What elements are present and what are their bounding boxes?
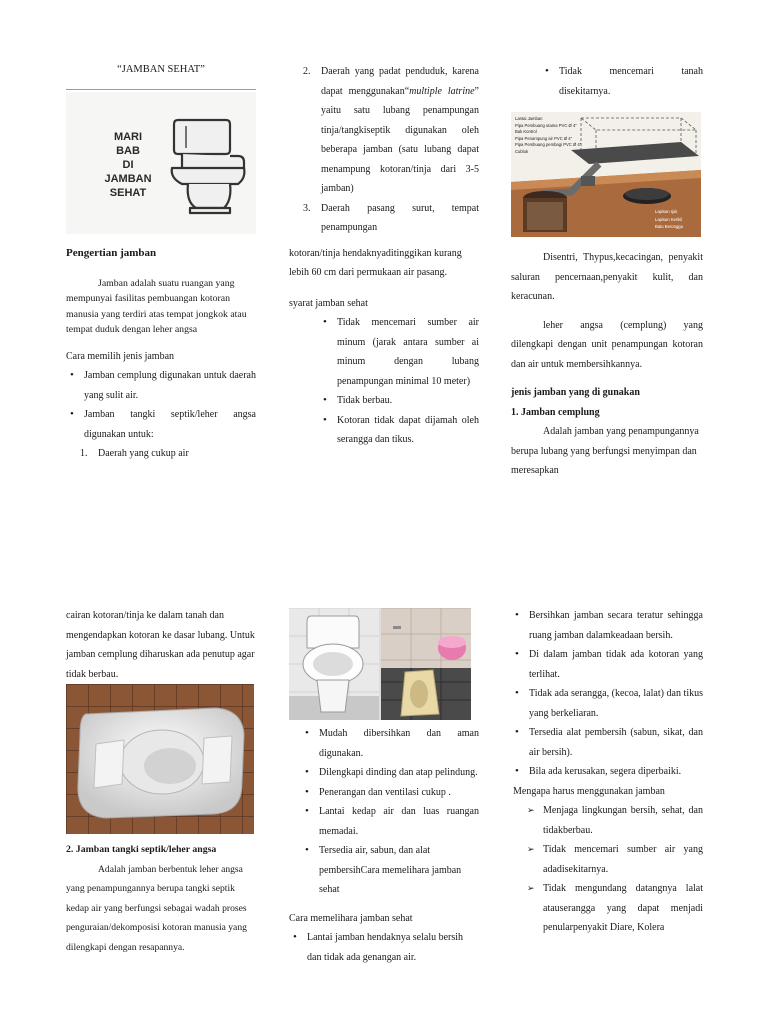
area-list <box>66 444 256 464</box>
title-divider <box>66 89 256 90</box>
list-item: • Tidak mencemari tanah disekitarnya. <box>541 62 703 101</box>
col2-body <box>289 62 479 450</box>
list-item: 3. Daerah pasang surut, tempat penampungan <box>303 202 479 233</box>
area-list-continued <box>289 62 479 238</box>
list-item: ➢ Tidak mencemari sumber air yang adadisekitarnya. <box>525 840 703 879</box>
maintenance-title: Cara memelihara jamban sehat <box>289 912 413 924</box>
list-item: • Lantai kedap air dan luas ruangan memadai. <box>301 802 479 841</box>
diagram-labels-right: Lapisan Ijuk Lapisan Kerikil Batu Berongga <box>655 209 683 229</box>
toilet-icon <box>168 116 248 216</box>
types-title: jenis jamban yang di gunakan <box>511 387 640 398</box>
list-item: • Tidak mencemari sumber air minum (jarak antara sumber ai minum dengan lubang penampungan minimal 10 meter) <box>319 313 479 391</box>
list-item: • Penerangan dan ventilasi cukup . <box>301 783 479 803</box>
list-item: • Bersihkan jamban secara teratur sehingga ruang jamban dalamkeadaan bersih. <box>511 606 703 645</box>
type1-title: 1. Jamban cemplung <box>511 406 600 418</box>
list-item: 1. Daerah yang cukup air <box>80 448 189 459</box>
toilet-photos <box>289 608 471 720</box>
list-item: ➢ Tidak mengundang datangnya lalat atauserangga yang dapat menjadi penularpenyakit Diare, Kolera <box>525 879 703 938</box>
features-list <box>289 724 479 900</box>
list-item: • Bila ada kerusakan, segera diperbaiki. <box>511 762 703 782</box>
col4-top <box>66 606 256 684</box>
requirements-title: syarat jamban sehat <box>289 297 368 309</box>
list-item: • Mudah dibersihkan dan aman digunakan. <box>301 724 479 763</box>
maintenance-list <box>289 928 479 967</box>
poster-text: MARI BAB DI JAMBAN SEHAT <box>104 131 152 199</box>
top-list <box>511 62 703 101</box>
why-list <box>511 801 703 938</box>
list-item: • Dilengkapi dinding dan atap pelindung. <box>301 763 479 783</box>
col1-body <box>66 244 256 464</box>
diagram-labels-left: Lantai Jamban Pipa Pembuang utama PVC Ø 4" Bak Kontrol Pipa Penampung air PVC Ø 4" Pipa Pembuang pembagi PVC Ø 4" Cubluk <box>515 116 582 154</box>
list-item: • Tidak berbau. <box>319 391 479 411</box>
list-item: • Tidak ada serangga, (kecoa, lalat) dan tikus yang berkeliaran. <box>511 684 703 723</box>
definition-text: Jamban adalah suatu ruangan yang mempunyai fasilitas pembuangan kotoran manusia yang terdiri atas tempat jongkok atau tempat duduk dengan leher angsa <box>66 277 247 335</box>
col6-body <box>511 606 703 938</box>
leher-angsa-text: leher angsa (cemplung) yang dilengkapi dengan unit penampungan kotoran dan air untuk membersihkannya. <box>511 319 703 370</box>
maintenance-list-continued <box>511 606 703 782</box>
type1-text: Adalah jamban yang penampungannya berupa lubang yang berfungsi menyimpan dan meresapkan <box>511 426 699 476</box>
squat-toilet-photo <box>66 684 254 834</box>
list-item: • Tersedia alat pembersih (sabun, sikat, dan air bersih). <box>511 723 703 762</box>
cemplung-continuation: cairan kotoran/tinja ke dalam tanah dan mengendapkan kotoran ke dasar lubang. Untuk jamban cemplung diharuskan ada penutup agar tidak berbau. <box>66 610 255 680</box>
col3-top <box>511 62 703 101</box>
choose-list <box>66 366 256 444</box>
list-item: 2. Daerah yang padat penduduk, karena dapat menggunakan“multiple latrine” yaitu satu lubang penampungan tinja/tangkiseptik digunakan oleh beberapa jamban (satu lubang dapat menampung kotoran/tinja dari 3-5 jamban) <box>303 66 479 194</box>
poster-illustration <box>66 92 256 234</box>
brochure-title: “JAMBAN SEHAT” <box>117 64 205 75</box>
choose-title: Cara memilih jenis jamban <box>66 350 175 362</box>
type2-text: Adalah jamban berbentuk leher angsa yang penampungannya berupa tangki septik kedap air yang berfungsi sebagai wadah proses penguraian/dekomposisi kotoran manusia yang dilengkapi dengan resapannya. <box>66 863 247 953</box>
list-item: • Jamban cemplung digunakan untuk daerah yang sulit air. <box>66 366 256 405</box>
list-item: • Tersedia air, sabun, dan alat pembersihCara memelihara jamban sehat <box>301 841 479 900</box>
why-title: Mengapa harus menggunakan jamban <box>513 785 665 797</box>
col5-body <box>289 724 479 967</box>
list-item: ➢ Menjaga lingkungan bersih, sehat, dan tidakberbau. <box>525 801 703 840</box>
col3-body <box>511 248 703 481</box>
continuation-text: kotoran/tinja hendaknyaditinggikan kurang lebih 60 cm dari permukaan air pasang. <box>289 247 462 278</box>
col4-body <box>66 840 256 957</box>
requirements-list <box>289 313 479 450</box>
list-item: • Kotoran tidak dapat dijamah oleh serangga dan tikus. <box>319 411 479 450</box>
list-item: • Lantai jamban hendaknya selalu bersih dan tidak ada genangan air. <box>289 928 479 967</box>
list-item: • Di dalam jamban tidak ada kotoran yang terlihat. <box>511 645 703 684</box>
diseases-text: Disentri, Thypus,kecacingan, penyakit saluran pencernaan,penyakit kulit, dan keracunan. <box>511 252 703 302</box>
type2-title: 2. Jamban tangki septik/leher angsa <box>66 844 217 855</box>
septic-diagram <box>511 112 701 237</box>
list-item: • Jamban tangki septik/leher angsa digunakan untuk: <box>66 405 256 444</box>
section-heading: Pengertian jamban <box>66 247 157 259</box>
